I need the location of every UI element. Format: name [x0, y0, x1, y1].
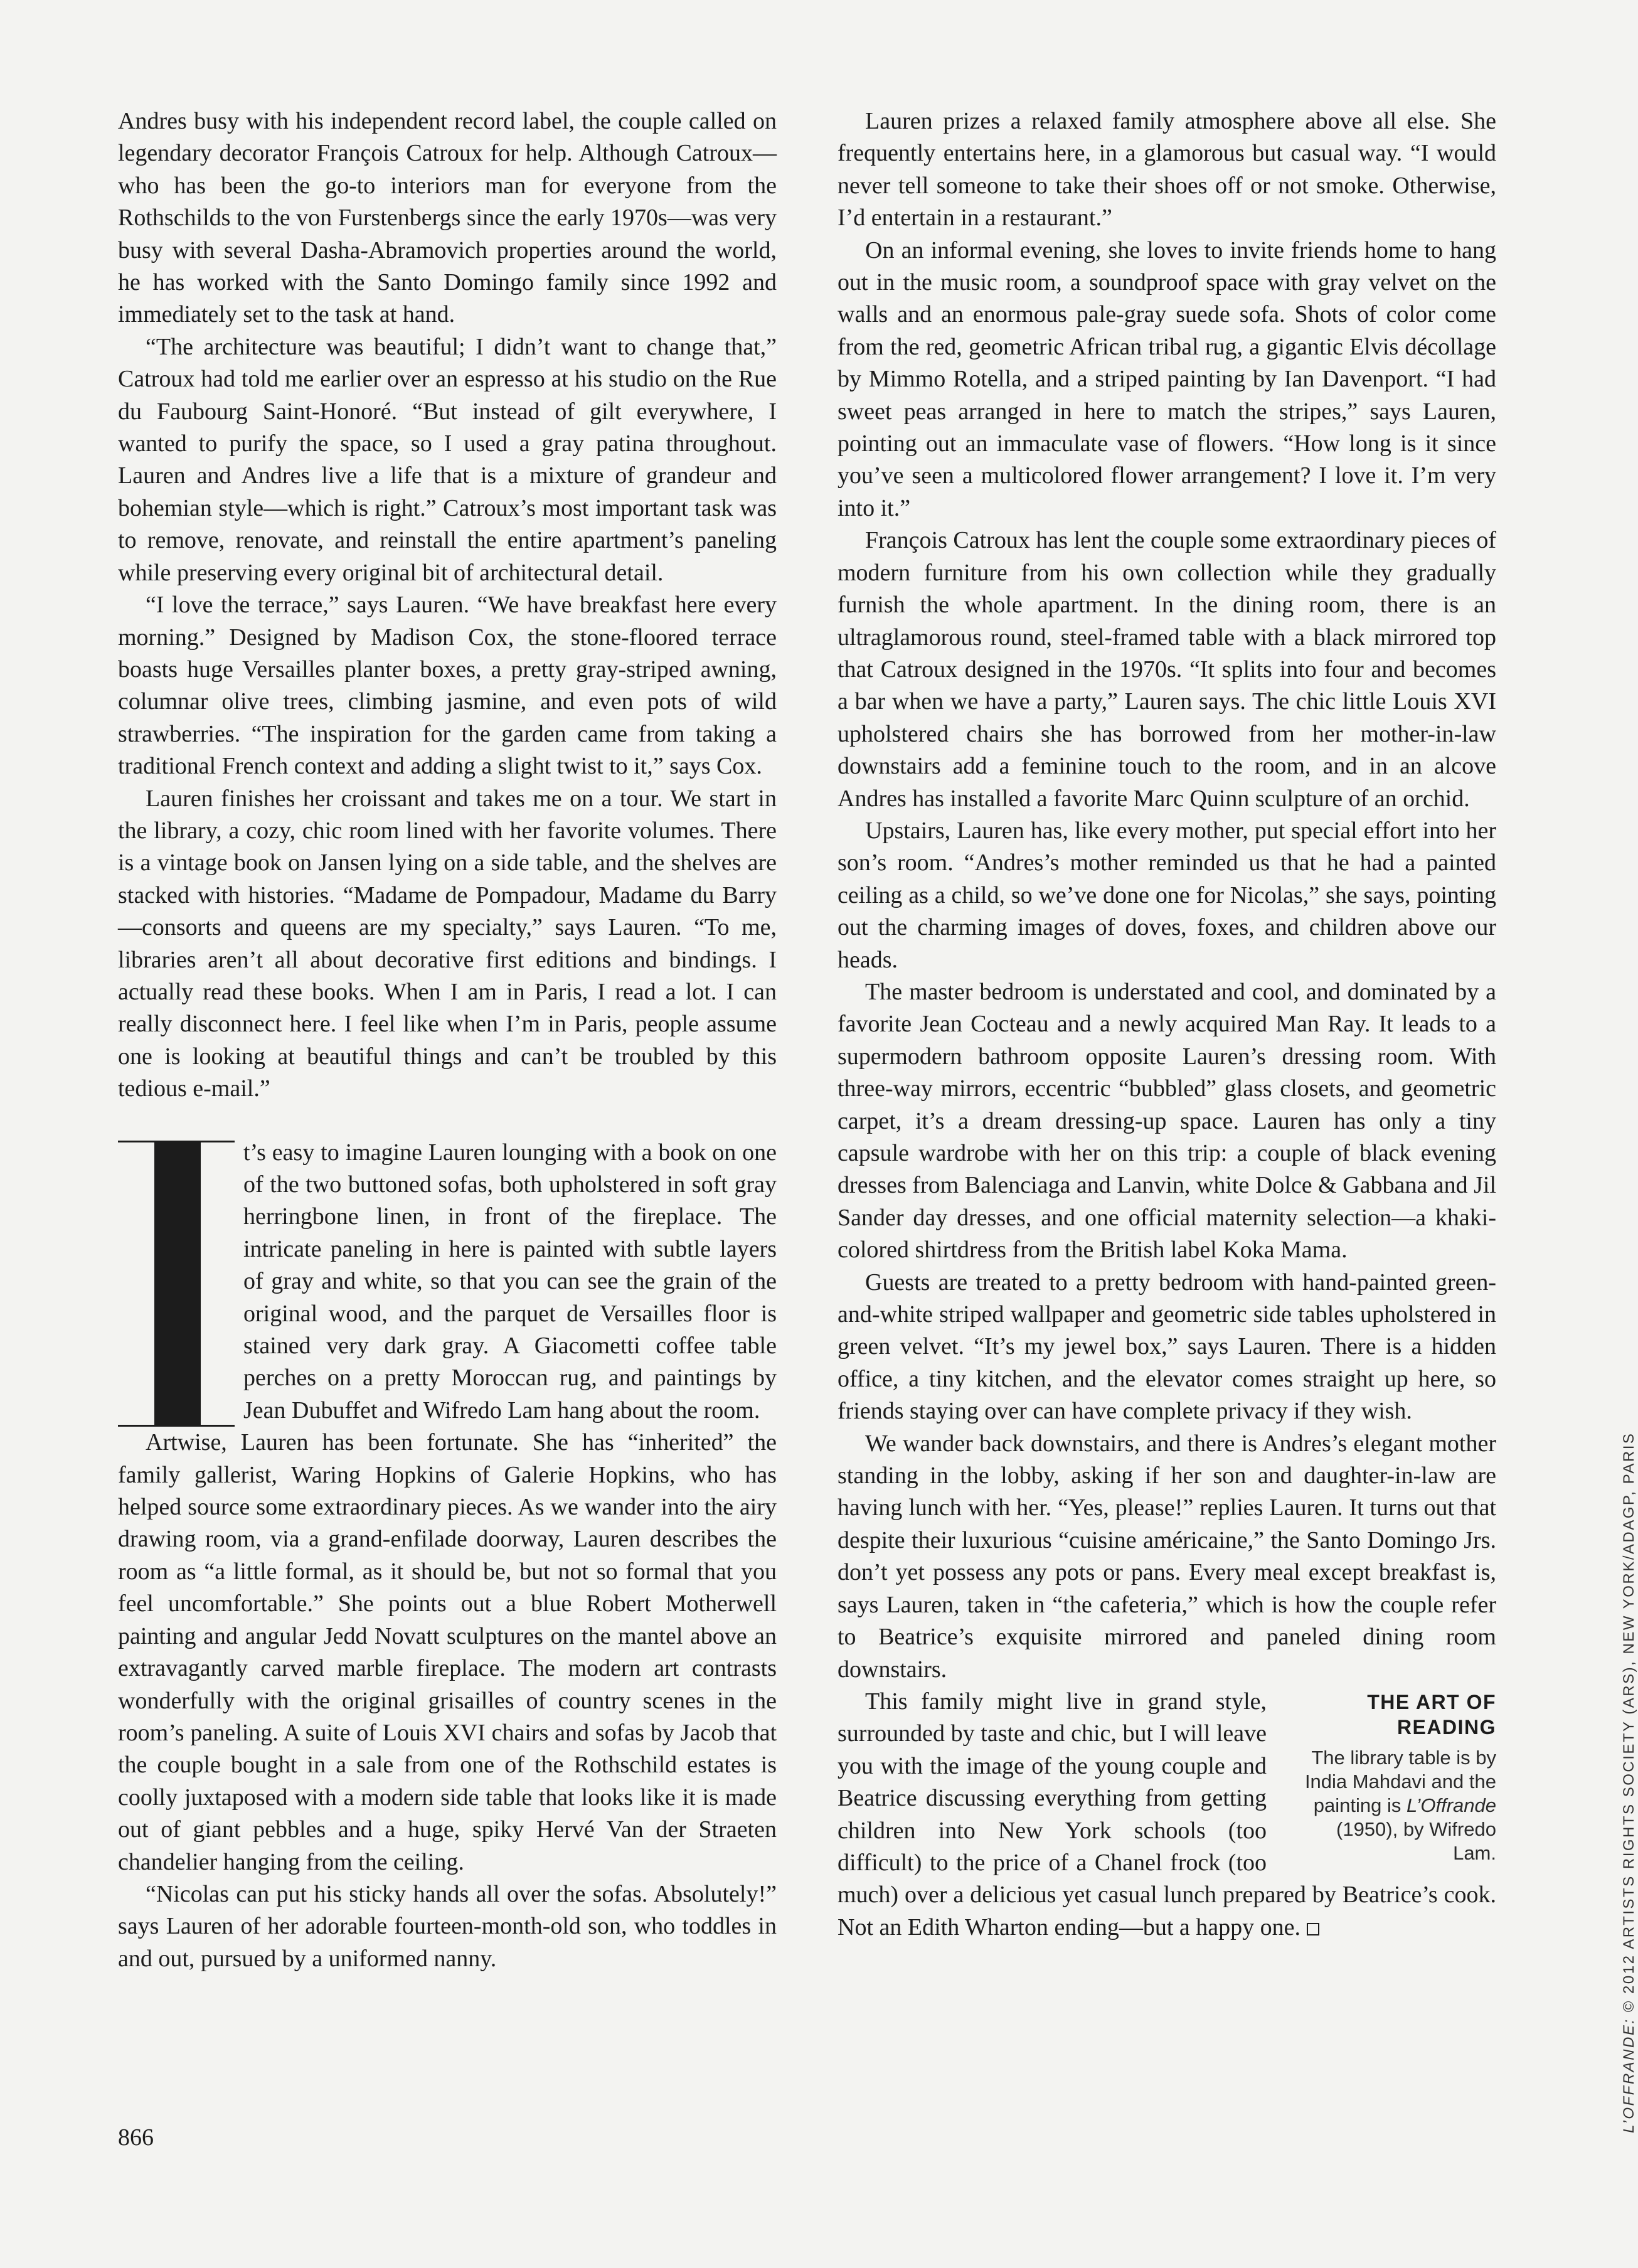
caption-text-end: (1950), by Wifredo Lam. — [1336, 1818, 1496, 1864]
drop-cap-letter — [118, 1141, 235, 1427]
paragraph: Artwise, Lauren has been fortunate. She has “inherited” the family gallerist, Waring Hopkins of Galerie Hopkins, who has helped source some extraordinary pieces. As we wander into the airy drawing room, via a grand-enfilade doorway, Lauren describes the room as “a little formal, as it should be, but not so formal that you feel uncomfortable.” She points out a blue Robert Motherwell painting and angular Jedd Novatt sculptures on the mantel above an extravagantly carved marble fireplace. The modern art contrasts wonderfully with the original grisailles of country scenes in the room’s paneling. A suite of Louis XVI chairs and sofas by Jacob that the couple bought in a sale from one of the Rothschild estates is coolly juxtaposed with a modern side table that looks like it is made out of giant pebbles and a huge, spiky Hervé Van der Straeten chandelier hanging from the ceiling. — [118, 1429, 777, 1875]
paragraph: “The architecture was beautiful; I didn’t want to change that,” Catroux had told me earlier over an espresso at his studio on the Rue du Faubourg Saint-Honoré. “But instead of gilt everywhere, I wanted to purify the space, so I used a gray patina throughout. Lauren and Andres live a life that is a mixture of grandeur and bohemian style—which is right.” Catroux’s most important task was to remove, renovate, and reinstall the entire apartment’s paneling while preserving every original bit of architectural detail. — [118, 333, 777, 586]
article-column-left — [118, 105, 777, 1975]
paragraph: Guests are treated to a pretty bedroom with hand-painted green-and-white striped wallpaper and geometric side tables upholstered in green velvet. “It’s my jewel box,” says Lauren. There is a hidden office, a tiny kitchen, and the elevator comes straight up here, so friends staying over can have complete privacy if they wish. — [838, 1269, 1496, 1425]
paragraph: François Catroux has lent the couple some extraordinary pieces of modern furniture from his own collection while they gradually furnish the whole apartment. In the dining room, there is an ultraglamorous round, steel-framed table with a black mirrored top that Catroux designed in the 1970s. “It splits into four and becomes a bar when we have a party,” Lauren says. The chic little Louis XVI upholstered chairs she has borrowed from her mother-in-law downstairs add a feminine touch to the room, and in an alcove Andres has installed a favorite Marc Quinn sculpture of an orchid. — [838, 527, 1496, 812]
paragraph: Andres busy with his independent record label, the couple called on legendary decorator François Catroux for help. Although Catroux—who has been the go-to interiors man for everyone from the Rothschilds to the von Furstenbergs since the early 1970s—was very busy with several Dasha-Abramovich properties around the world, he has worked with the Santo Domingo family since 1992 and immediately set to the task at hand. — [118, 108, 777, 328]
credit-text: © 2012 ARTISTS RIGHTS SOCIETY (ARS), NEW YORK/ADAGP, PARIS — [1620, 1432, 1637, 2013]
page-number: 866 — [118, 2124, 154, 2151]
photo-caption — [1289, 1690, 1496, 1865]
paragraph: “Nicolas can put his sticky hands all over the sofas. Absolutely!” says Lauren of her adorable fourteen-month-old son, who toddles in and out, pursued by a uniformed nanny. — [118, 1880, 777, 1972]
end-mark-icon — [1307, 1923, 1319, 1935]
paragraph-text: t’s easy to imagine Lauren lounging with a book on one of the two buttoned sofas, both upholstered in soft gray herringbone linen, in front of the fireplace. The intricate paneling in here is painted with subtle layers of gray and white, so that you can see the grain of the original wood, and the parquet de Versailles floor is stained very dark gray. A Giacometti coffee table perches on a pretty Moroccan rug, and paintings by Jean Dubuffet and Wifredo Lam hang about the room. — [243, 1139, 777, 1424]
paragraph: On an informal evening, she loves to invite friends home to hang out in the music room, a soundproof space with gray velvet on the walls and an enormous pale-gray suede sofa. Shots of color come from the red, geometric African tribal rug, a gigantic Elvis décollage by Mimmo Rotella, and a striped painting by Ian Davenport. “I had sweet peas arranged in here to match the stripes,” says Lauren, pointing out an immaculate vase of flowers. “How long is it since you’ve seen a multicolored flower arrangement? I love it. I’m very into it.” — [838, 237, 1496, 521]
caption-title: THE ART OF READING — [1367, 1690, 1496, 1738]
article-column-right — [838, 105, 1496, 1944]
credit-artwork: L’OFFRANDE: — [1620, 2018, 1637, 2133]
paragraph: Upstairs, Lauren has, like every mother, put special effort into her son’s room. “Andres’s mother reminded us that he had a painted ceiling as a child, so we’ve done one for Nicolas,” she says, pointing out the charming images of doves, foxes, and children above our heads. — [838, 817, 1496, 973]
paragraph: The master bedroom is understated and cool, and dominated by a favorite Jean Cocteau and a newly acquired Man Ray. It leads to a supermodern bathroom opposite Lauren’s dressing room. With three-way mirrors, eccentric “bubbled” glass closets, and geometric carpet, it’s a dream dressing-up space. Lauren has only a tiny capsule wardrobe with her on this trip: a couple of black evening dresses from Balenciaga and Lanvin, white Dolce & Gabbana and Jil Sander day dresses, and one official maternity selection—a khaki-colored shirtdress from the British label Koka Mama. — [838, 978, 1496, 1264]
dropcap-paragraph — [118, 1137, 777, 1427]
paragraph: Lauren prizes a relaxed family atmosphere above all else. She frequently entertains here, in a glamorous but casual way. “I would never tell someone to take their shoes off or not smoke. Otherwise, I’d entertain in a restaurant.” — [838, 108, 1496, 232]
paragraph-text: This family might live in grand style, surrounded by taste and chic, but I will leave you with the image of the young couple and Beatrice discussing everything from getting children into New York schools (too difficult) to the price of a Chanel frock (too much) over a delicious yet casual lunch prepared by Beatrice’s cook. Not an Edith Wharton ending—but a happy one. — [838, 1688, 1496, 1941]
photo-credit — [1620, 1432, 1638, 2133]
paragraph: “I love the terrace,” says Lauren. “We have breakfast here every morning.” Designed by Madison Cox, the stone-floored terrace boasts huge Versailles planter boxes, a pretty gray-striped awning, columnar olive trees, climbing jasmine, and even pots of wild strawberries. “The inspiration for the garden came from taking a traditional French context and adding a slight twist to it,” says Cox. — [118, 592, 777, 780]
paragraph: We wander back downstairs, and there is Andres’s elegant mother standing in the lobby, asking if her son and daughter-in-law are having lunch with her. “Yes, please!” replies Lauren. It turns out that despite their luxurious “cuisine américaine,” the Santo Domingo Jrs. don’t yet possess any pots or pans. Every meal except breakfast is, says Lauren, taken in “the cafeteria,” which is how the couple refer to Beatrice’s exquisite mirrored and paneled dining room downstairs. — [838, 1430, 1496, 1683]
caption-text-start: The library table is by India Mahdavi and the painting is — [1304, 1746, 1496, 1816]
caption-text — [1289, 1746, 1496, 1865]
caption-artwork-title: L’Offrande — [1406, 1794, 1496, 1816]
paragraph: Lauren finishes her croissant and takes me on a tour. We start in the library, a cozy, chic room lined with her favorite volumes. There is a vintage book on Jansen lying on a side table, and the shelves are stacked with histories. “Madame de Pompadour, Madame du Barry—consorts and queens are my specialty,” says Lauren. “To me, libraries aren’t all about decorative first editions and bindings. I actually read these books. When I am in Paris, I read a lot. I can really disconnect here. I feel like when I’m in Paris, people assume one is looking at beautiful things and can’t be troubled by this tedious e-mail.” — [118, 785, 777, 1102]
